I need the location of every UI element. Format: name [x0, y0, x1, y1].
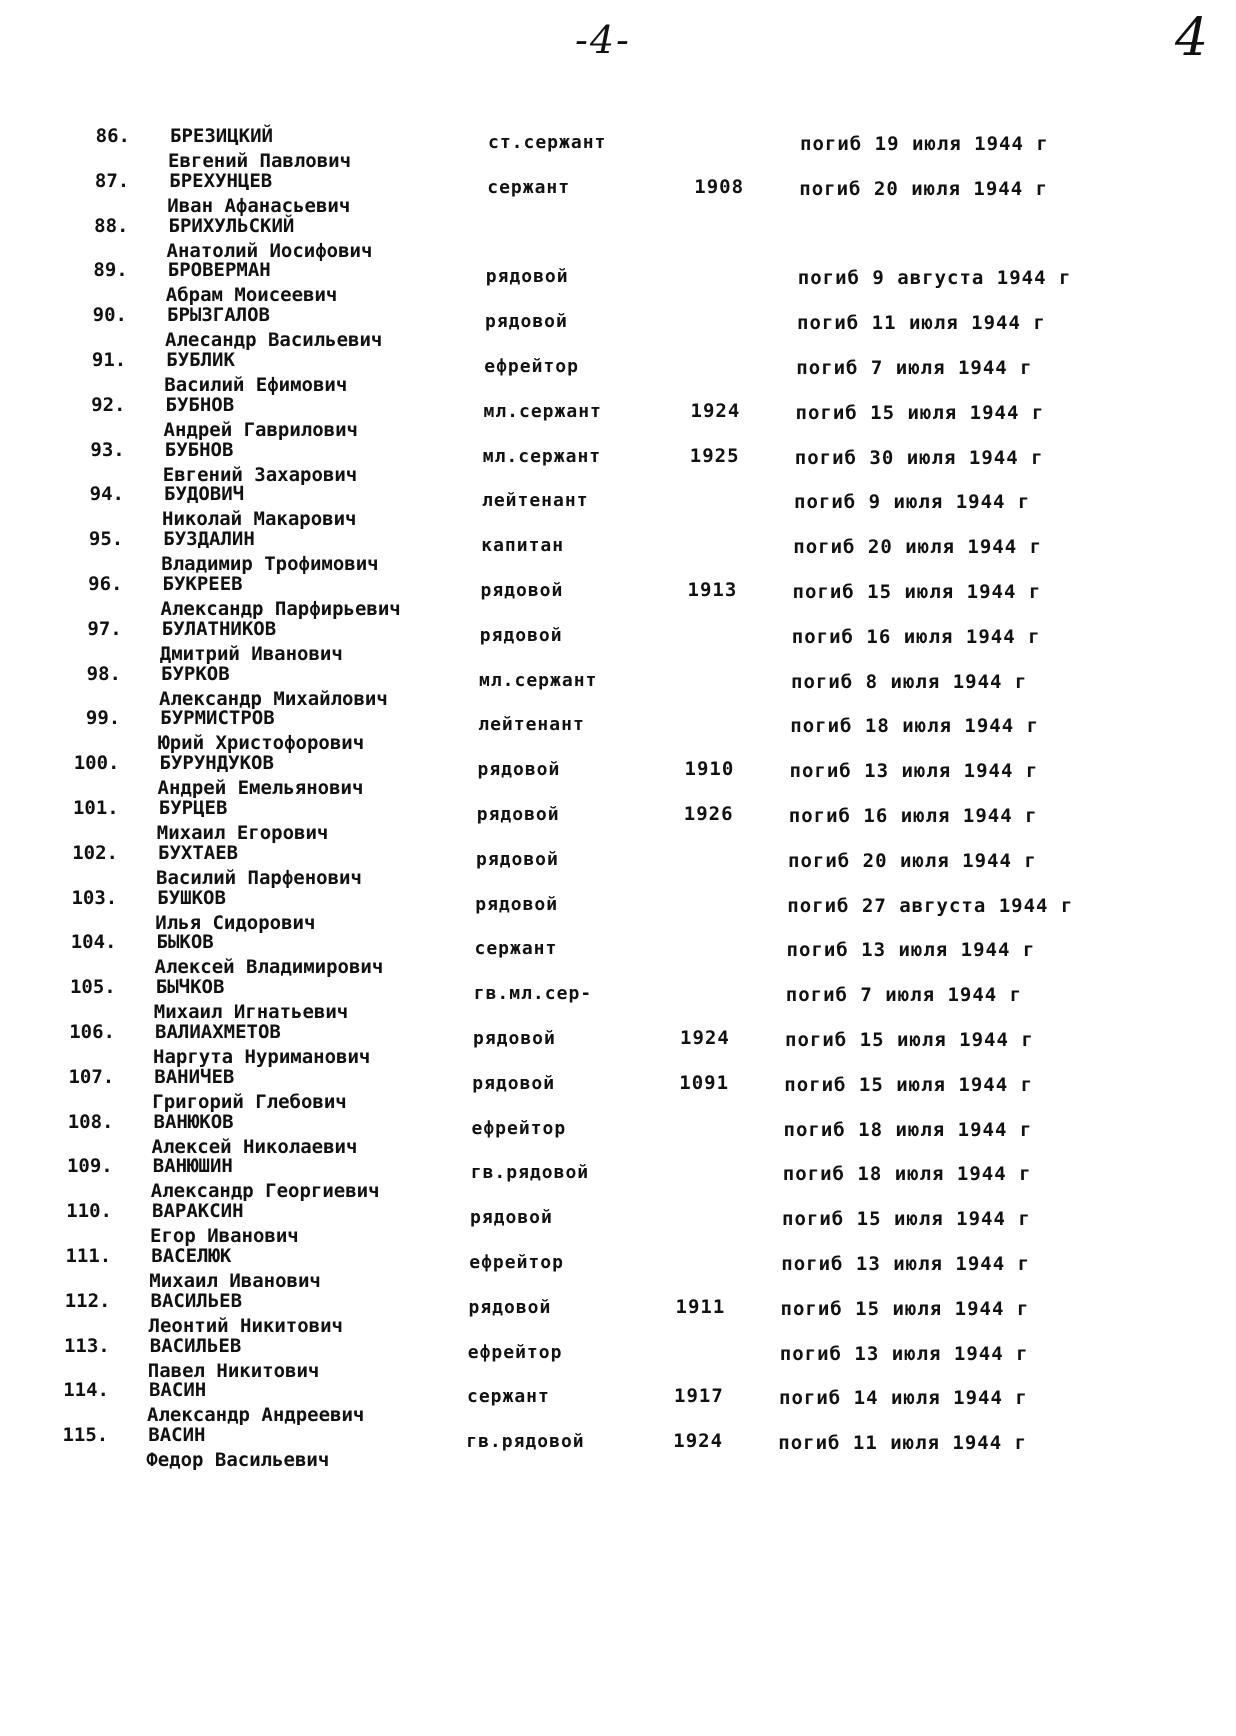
record-row: [0, 1423, 1236, 1473]
record-status: погиб 15 июля 1944 г: [795, 401, 1045, 424]
record-number: 115.: [62, 1424, 109, 1447]
record-status: погиб 7 июля 1944 г: [785, 984, 1023, 1007]
record-rank: рядовой: [470, 1207, 553, 1229]
record-status: погиб 13 июля 1944 г: [786, 939, 1036, 962]
record-rank: капитан: [481, 535, 565, 557]
record-status: погиб 15 июля 1944 г: [792, 581, 1042, 603]
record-number: 94.: [89, 483, 124, 506]
record-row: [0, 214, 1236, 264]
record-status: погиб 30 июля 1944 г: [794, 446, 1044, 469]
record-surname: ВАНИЧЕВ: [154, 1065, 235, 1088]
record-row: [0, 1199, 1236, 1249]
record-row: [0, 1244, 1236, 1294]
record-birth-year: 1910: [684, 758, 735, 781]
record-surname: БУРУНДУКОВ: [159, 752, 274, 775]
record-number: 93.: [90, 438, 125, 461]
record-row: [0, 572, 1236, 622]
record-birth-year: 1908: [694, 175, 745, 198]
record-given-names: Михаил Егорович: [156, 822, 329, 844]
record-rank: рядовой: [480, 580, 564, 601]
record-rank: рядовой: [477, 759, 561, 781]
record-row: [0, 1110, 1236, 1160]
record-given-names: Александр Михайлович: [159, 687, 388, 710]
record-number: 87.: [94, 169, 130, 192]
record-row: [0, 1378, 1236, 1428]
record-status: погиб 11 июля 1944 г: [797, 312, 1046, 335]
record-rank: рядовой: [472, 1072, 556, 1094]
record-status: погиб 13 июля 1944 г: [781, 1253, 1031, 1275]
record-row: [0, 1154, 1236, 1204]
record-rank: гв.рядовой: [466, 1431, 585, 1453]
record-birth-year: 1913: [687, 579, 738, 601]
record-given-names: Владимир Трофимович: [161, 553, 379, 576]
record-surname: БРОВЕРМАН: [167, 259, 271, 282]
handwritten-sheet-number: 4: [1175, 8, 1209, 68]
record-row: [0, 169, 1236, 219]
record-rank: лейтенант: [478, 714, 585, 736]
record-surname: БРЕХУНЦЕВ: [169, 169, 273, 192]
record-rank: мл.сержант: [482, 445, 602, 467]
record-birth-year: 1091: [679, 1071, 730, 1094]
record-row: [0, 393, 1236, 443]
record-rank: рядовой: [476, 848, 559, 870]
record-row: [0, 1020, 1236, 1070]
record-rank: рядовой: [476, 804, 560, 825]
record-number: 101.: [72, 797, 119, 819]
record-number: 99.: [85, 707, 121, 730]
record-status: погиб 27 августа 1944 г: [787, 894, 1074, 917]
record-given-names: Иван Афанасьевич: [167, 194, 351, 217]
record-row: [0, 1065, 1236, 1115]
record-status: погиб 16 июля 1944 г: [791, 625, 1041, 648]
record-status: погиб 18 июля 1944 г: [790, 715, 1040, 738]
record-surname: БРЕЗИЦКИЙ: [170, 125, 273, 147]
record-number: 108.: [67, 1110, 114, 1133]
record-rank: рядовой: [473, 1028, 556, 1049]
record-surname: БУХТАЕВ: [158, 841, 239, 864]
record-rank: рядовой: [468, 1296, 552, 1318]
record-birth-year: 1924: [690, 399, 741, 422]
record-surname: БУЛАТНИКОВ: [161, 617, 277, 640]
record-number: 88.: [94, 214, 129, 237]
record-number: 97.: [87, 617, 122, 640]
record-number: 102.: [72, 841, 118, 864]
record-surname: БУКРЕЕВ: [162, 573, 243, 595]
record-row: [0, 1334, 1236, 1384]
record-given-names: Андрей Емельянович: [157, 777, 364, 800]
record-given-names: Александр Парфирьевич: [160, 598, 401, 620]
record-rank: сержант: [474, 938, 558, 960]
record-status: погиб 7 июля 1944 г: [796, 357, 1033, 379]
record-rank: рядовой: [485, 266, 569, 288]
record-status: погиб 15 июля 1944 г: [780, 1297, 1030, 1320]
record-birth-year: 1911: [675, 1295, 726, 1318]
record-given-names: Егор Иванович: [150, 1225, 299, 1248]
record-given-names: Михаил Игнатьевич: [153, 1001, 349, 1024]
record-number: 95.: [88, 528, 124, 551]
record-birth-year: 1924: [673, 1430, 724, 1453]
record-number: 105.: [69, 976, 116, 999]
record-given-names: Василий Ефимович: [164, 374, 348, 396]
record-given-names: Алесандр Васильевич: [165, 329, 383, 352]
record-given-names: Наргута Нуриманович: [153, 1046, 371, 1068]
record-rank: ст.сержант: [488, 132, 607, 153]
record-given-names: Григорий Глебович: [152, 1090, 347, 1113]
record-surname: БЫКОВ: [156, 931, 214, 954]
record-given-names: Павел Никитович: [147, 1359, 320, 1382]
record-number: 109.: [66, 1155, 113, 1178]
record-surname: БУБНОВ: [164, 438, 234, 461]
record-row: [0, 796, 1236, 846]
record-rank: гв.мл.сер-: [473, 983, 593, 1005]
record-row: [0, 527, 1236, 577]
record-status: погиб 18 июля 1944 г: [783, 1118, 1033, 1141]
record-rank: ефрейтор: [467, 1341, 563, 1363]
record-number: 89.: [93, 259, 128, 282]
record-surname: ВАНЮШИН: [152, 1155, 233, 1178]
record-rank: рядовой: [485, 311, 568, 333]
record-given-names: Федор Васильевич: [146, 1449, 330, 1472]
record-rank: мл.сержант: [483, 400, 602, 422]
page-number: -4-: [575, 18, 631, 62]
record-surname: БУШКОВ: [157, 886, 226, 909]
record-number: 110.: [66, 1200, 112, 1223]
record-status: погиб 13 июля 1944 г: [779, 1342, 1029, 1365]
record-status: погиб 15 июля 1944 г: [782, 1208, 1031, 1231]
record-number: 91.: [91, 349, 127, 371]
record-row: [0, 930, 1236, 980]
record-number: 100.: [73, 752, 120, 775]
record-number: 114.: [63, 1379, 109, 1402]
record-status: погиб 18 июля 1944 г: [782, 1163, 1032, 1186]
record-row: [0, 751, 1236, 801]
record-surname: ВАЛИАХМЕТОВ: [155, 1021, 281, 1043]
record-status: погиб 20 июля 1944 г: [799, 177, 1049, 200]
record-surname: ВАСИЛЬЕВ: [150, 1289, 243, 1312]
record-given-names: Василий Парфенович: [156, 866, 362, 889]
record-number: 104.: [70, 931, 117, 954]
record-surname: БУБНОВ: [165, 393, 235, 416]
record-number: 90.: [92, 304, 127, 327]
record-rank: лейтенант: [482, 490, 589, 512]
record-status: погиб 13 июля 1944 г: [789, 760, 1039, 783]
record-number: 111.: [65, 1245, 112, 1267]
record-surname: ВАСИЛЬЕВ: [149, 1334, 242, 1357]
record-number: 106.: [69, 1021, 115, 1043]
record-row: [0, 438, 1236, 488]
record-row: [0, 706, 1236, 756]
record-rank: рядовой: [479, 624, 563, 646]
record-status: погиб 19 июля 1944 г: [800, 133, 1049, 155]
record-status: погиб 20 июля 1944 г: [788, 849, 1037, 872]
record-given-names: Николай Макарович: [162, 508, 357, 531]
record-surname: БУРЦЕВ: [158, 797, 228, 819]
record-given-names: Алексей Николаевич: [151, 1135, 358, 1158]
record-rank: ефрейтор: [484, 356, 579, 377]
record-row: [0, 482, 1236, 532]
record-status: погиб 8 июля 1944 г: [791, 670, 1028, 693]
record-status: погиб 16 июля 1944 г: [788, 805, 1038, 827]
record-surname: ВАСИН: [149, 1379, 207, 1402]
record-rank: сержант: [467, 1386, 550, 1408]
record-given-names: Дмитрий Иванович: [159, 642, 343, 665]
record-rank: ефрейтор: [469, 1252, 564, 1273]
record-rank: мл.сержант: [479, 669, 598, 691]
record-given-names: Александр Георгиевич: [150, 1180, 380, 1203]
record-surname: БУРКОВ: [161, 662, 230, 685]
record-birth-year: 1926: [683, 803, 734, 825]
record-given-names: Леонтий Никитович: [148, 1314, 343, 1337]
record-surname: ВАНЮКОВ: [153, 1110, 234, 1133]
record-status: погиб 15 июля 1944 г: [784, 1073, 1034, 1096]
record-given-names: Александр Андреевич: [147, 1404, 365, 1427]
record-surname: БЫЧКОВ: [155, 976, 225, 999]
record-number: 86.: [95, 125, 130, 147]
record-rank: рядовой: [475, 893, 559, 915]
record-surname: БРЫЗГАЛОВ: [167, 304, 270, 327]
record-given-names: Евгений Павлович: [168, 150, 352, 172]
record-status: погиб 15 июля 1944 г: [785, 1029, 1034, 1051]
record-birth-year: 1924: [680, 1027, 730, 1049]
record-number: 96.: [88, 573, 123, 595]
record-row: [0, 258, 1236, 308]
record-birth-year: 1925: [689, 444, 740, 467]
record-surname: БРИХУЛЬСКИЙ: [168, 214, 295, 237]
record-given-names: Алексей Владимирович: [154, 956, 384, 979]
record-number: 92.: [91, 393, 126, 416]
record-given-names: Михаил Иванович: [149, 1270, 321, 1292]
record-rank: гв.рядовой: [470, 1162, 590, 1184]
record-row: [0, 886, 1236, 936]
record-surname: БУЗДАЛИН: [163, 528, 255, 551]
record-number: 113.: [63, 1334, 110, 1357]
record-surname: БУБЛИК: [166, 349, 235, 371]
record-number: 103.: [71, 886, 118, 909]
record-surname: ВАСЕЛЮК: [151, 1245, 232, 1267]
record-row: [0, 303, 1236, 353]
record-row: [0, 662, 1236, 712]
record-surname: ВАСИН: [148, 1424, 206, 1447]
record-given-names: Абрам Моисеевич: [165, 284, 338, 307]
record-row: [0, 841, 1236, 891]
record-status: погиб 14 июля 1944 г: [779, 1387, 1028, 1410]
record-surname: БУДОВИЧ: [164, 483, 245, 506]
record-number: 107.: [68, 1065, 115, 1088]
record-surname: БУРМИСТРОВ: [160, 707, 275, 730]
record-given-names: Андрей Гаврилович: [163, 418, 358, 441]
record-rank: ефрейтор: [471, 1117, 567, 1139]
record-given-names: Юрий Христофорович: [158, 732, 365, 755]
record-status: погиб 9 августа 1944 г: [797, 267, 1072, 290]
record-status: погиб 9 июля 1944 г: [794, 491, 1031, 514]
record-row: [0, 617, 1236, 667]
record-row: [0, 348, 1236, 398]
record-given-names: Илья Сидорович: [155, 911, 316, 934]
record-status: погиб 20 июля 1944 г: [793, 536, 1043, 559]
record-number: 112.: [64, 1289, 111, 1312]
record-birth-year: 1917: [674, 1385, 724, 1408]
record-number: 98.: [86, 662, 121, 685]
record-given-names: Анатолий Иосифович: [166, 239, 373, 262]
record-row: [0, 1289, 1236, 1339]
record-surname: ВАРАКСИН: [152, 1200, 244, 1223]
record-row: [0, 975, 1236, 1025]
record-rank: сержант: [487, 176, 571, 198]
record-row: [0, 124, 1236, 174]
record-given-names: Евгений Захарович: [162, 463, 358, 486]
record-status: погиб 11 июля 1944 г: [778, 1432, 1028, 1455]
